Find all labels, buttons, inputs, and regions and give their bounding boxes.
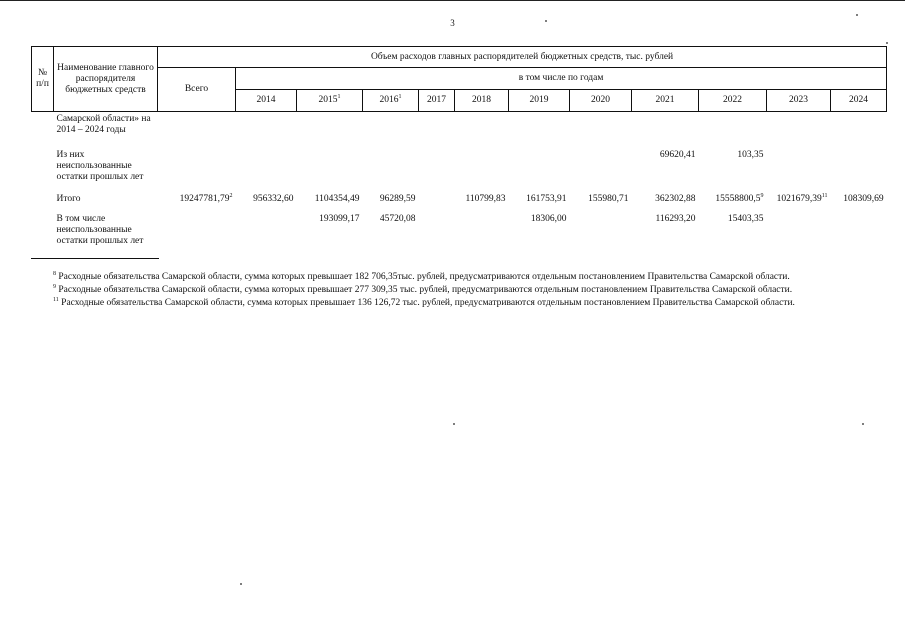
cell-total xyxy=(158,212,236,256)
header-volume-title: Объем расходов главных распорядителей бюджетных средств, тыс. рублей xyxy=(158,47,887,68)
cell-year-2016: 96289,59 xyxy=(379,193,416,204)
scan-speck xyxy=(453,423,455,425)
header-year-2023: 2023 xyxy=(767,90,831,112)
cell-year-2019 xyxy=(509,148,570,192)
cell-year-2018 xyxy=(455,148,509,192)
cell-year-2021: 69620,41 xyxy=(659,149,696,160)
scan-speck xyxy=(545,20,547,22)
header-year-2021: 2021 xyxy=(632,90,699,112)
cell-year-2017 xyxy=(419,212,455,256)
header-year-2014: 2014 xyxy=(236,90,297,112)
footnote-item xyxy=(31,271,875,283)
cell-year-2024 xyxy=(831,112,887,148)
cell-year-2020 xyxy=(570,112,632,148)
cell-year-2022: 103,35 xyxy=(737,149,764,160)
cell-year-2018 xyxy=(455,112,509,148)
header-total: Всего xyxy=(158,68,236,112)
footnote-mark: 8 xyxy=(53,270,56,277)
header-by-years: в том числе по годам xyxy=(236,68,887,90)
cell-name: Итого xyxy=(56,193,81,204)
cell-year-2014 xyxy=(236,112,297,148)
header-year-2020: 2020 xyxy=(570,90,632,112)
cell-year-2017 xyxy=(419,148,455,192)
footnote-text: Расходные обязательства Самарской области, сумма которых превышает 136 126,72 тыс. рублей, предусматриваются отдельным постановлением Правительства Самарской области. xyxy=(61,298,795,308)
header-year-2022: 2022 xyxy=(699,90,767,112)
cell-num xyxy=(32,212,54,256)
cell-year-2021: 116293,20 xyxy=(655,213,696,224)
top-border-line xyxy=(0,0,905,5)
cell-year-2024: 108309,69 xyxy=(843,193,884,204)
cell-year-2022: 15558800,5$^9$ xyxy=(715,192,764,204)
cell-year-2018: 110799,83 xyxy=(465,193,506,204)
cell-year-2018 xyxy=(455,212,509,256)
header-year-2024: 2024 xyxy=(831,90,887,112)
cell-year-2020: 155980,71 xyxy=(588,193,629,204)
cell-year-2020 xyxy=(570,148,632,192)
cell-year-2015 xyxy=(297,112,363,148)
cell-num xyxy=(32,192,54,212)
scan-speck xyxy=(856,14,858,16)
cell-year-2022 xyxy=(699,112,767,148)
scan-speck xyxy=(862,423,864,425)
footnote-mark: 11 xyxy=(53,296,59,303)
header-year-2019: 2019 xyxy=(509,90,570,112)
cell-year-2016 xyxy=(363,148,419,192)
cell-year-2021: 362302,88 xyxy=(655,193,696,204)
header-name: Наименование главного распорядителя бюджетных средств xyxy=(54,47,158,112)
footnote-mark: 9 xyxy=(53,283,56,290)
cell-name: Самарской области» на 2014 – 2024 годы xyxy=(56,114,151,135)
header-year-2017: 2017 xyxy=(419,90,455,112)
cell-year-2015: 193099,17 xyxy=(319,213,360,224)
cell-total xyxy=(158,112,236,148)
table-row xyxy=(32,112,887,148)
cell-year-2023 xyxy=(767,112,831,148)
header-year-2015: 2015$^1$ xyxy=(297,90,363,112)
cell-year-2017 xyxy=(419,192,455,212)
footnote-separator xyxy=(31,258,159,259)
cell-year-2021 xyxy=(632,112,699,148)
footnote-item xyxy=(31,284,875,296)
table-row xyxy=(32,148,887,192)
cell-year-2019: 161753,91 xyxy=(526,193,567,204)
cell-year-2019: 18306,00 xyxy=(530,213,567,224)
footnotes xyxy=(31,271,875,310)
footnote-text: Расходные обязательства Самарской области, сумма которых превышает 182 706,35тыс. рублей, предусматриваются отдельным постановлением Правительства Самарской области. xyxy=(58,272,790,282)
cell-year-2023 xyxy=(767,212,831,256)
cell-year-2015: 1104354,49 xyxy=(314,193,360,204)
table-row xyxy=(32,192,887,212)
cell-year-2015 xyxy=(297,148,363,192)
scan-speck xyxy=(886,42,888,44)
footnote-item xyxy=(31,297,875,309)
cell-year-2022: 15403,35 xyxy=(727,213,764,224)
cell-year-2016 xyxy=(363,112,419,148)
cell-year-2023 xyxy=(767,148,831,192)
cell-total: 19247781,79$^2$ xyxy=(179,192,233,204)
cell-total xyxy=(158,148,236,192)
cell-year-2023: 1021679,39$^{11}$ xyxy=(776,192,828,204)
table-row xyxy=(32,212,887,256)
budget-table xyxy=(31,46,887,256)
cell-year-2019 xyxy=(509,112,570,148)
cell-num xyxy=(32,112,54,148)
cell-year-2017 xyxy=(419,112,455,148)
header-year-2016: 2016$^1$ xyxy=(363,90,419,112)
cell-year-2024 xyxy=(831,148,887,192)
cell-year-2024 xyxy=(831,212,887,256)
cell-num xyxy=(32,148,54,192)
header-num: № п/п xyxy=(32,47,54,112)
cell-name: В том числе неиспользованные остатки прошлых лет xyxy=(56,213,144,246)
cell-year-2014 xyxy=(236,212,297,256)
table-body xyxy=(32,112,887,256)
cell-year-2016: 45720,08 xyxy=(379,213,416,224)
header-year-2018: 2018 xyxy=(455,90,509,112)
scan-speck xyxy=(240,583,242,585)
cell-name: Из них неиспользованные остатки прошлых лет xyxy=(56,149,144,182)
footnote-text: Расходные обязательства Самарской области, сумма которых превышает 277 309,35 тыс. рублей, предусматриваются отдельным постановлением Правительства Самарской области. xyxy=(58,285,793,295)
cell-year-2014: 956332,60 xyxy=(253,193,294,204)
cell-year-2020 xyxy=(570,212,632,256)
cell-year-2014 xyxy=(236,148,297,192)
page-number: 3 xyxy=(450,18,455,28)
